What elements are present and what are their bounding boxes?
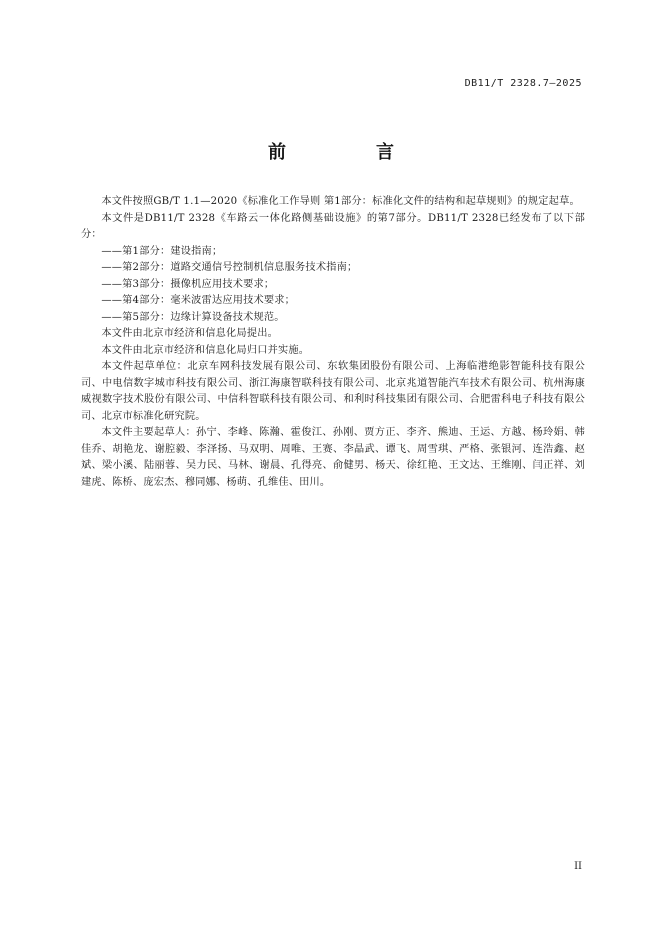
list-item: ——第5部分：边缘计算设备技术规范。 (101, 311, 285, 323)
foreword-body (81, 194, 585, 491)
standard-code: DB11/T 2328.7—2025 (464, 78, 582, 89)
paragraph-drafting-units: 本文件起草单位：北京车网科技发展有限公司、东软集团股份有限公司、上海临港绝影智能科技有限公司、中电信数字城市科技有限公司、浙江海康智联科技有限公司、北京兆道智能汽车技术有限公司、杭州海康威视数字技术股份有限公司、中信科智联科技有限公司、和利时科技集团有限公司、合肥雷科电子科技有限公司、北京市标准化研究院。 (81, 361, 585, 422)
list-item: ——第2部分：道路交通信号控制机信息服务技术指南； (101, 262, 358, 273)
paragraph-proposed-by: 本文件由北京市经济和信息化局提出。 (101, 328, 278, 339)
list-item: ——第3部分：摄像机应用技术要求； (101, 278, 275, 290)
list-item: ——第1部分：建设指南； (101, 245, 223, 257)
list-item: ——第4部分：毫米波雷达应用技术要求； (101, 295, 296, 306)
paragraph-part-info: 本文件是DB11/T 2328《车路云一体化路侧基础设施》的第7部分。DB11/T 2328已经发布了以下部分： (81, 212, 585, 240)
paragraph-centralized-by: 本文件由北京市经济和信息化局归口并实施。 (101, 344, 310, 356)
page-number: II (574, 861, 582, 872)
paragraph-drafters: 本文件主要起草人：孙宁、李峰、陈瀚、霍俊江、孙刚、贾方正、李齐、熊迪、王运、方越、杨玲娟、韩佳乔、胡艳龙、谢腔毅、李泽扬、马双明、周唯、王赛、李晶武、谭飞、周雪琪、严格、张银河、连浩鑫、赵斌、梁小溪、陆丽蓉、吴力民、马林、谢晨、孔得亮、俞健男、杨天、徐红艳、王文达、王维刚、闫正祥、刘建虎、陈桥、庞宏杰、穆同娜、杨萌、孔维佳、田川。 (81, 427, 585, 488)
page-title: 前 言 (268, 142, 430, 163)
paragraph-drafting-rules: 本文件按照GB/T 1.1—2020《标准化工作导则 第1部分：标准化文件的结构和起草规则》的规定起草。 (101, 196, 580, 207)
